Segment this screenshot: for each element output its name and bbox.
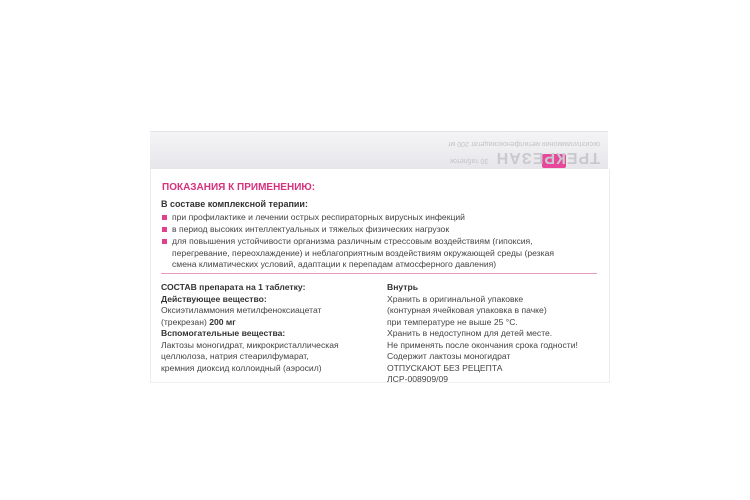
bullet-square-icon — [162, 215, 167, 220]
indication-item: при профилактике и лечении острых респираторных вирусных инфекций — [162, 212, 602, 224]
indication-item: в период высоких интеллектуальных и тяжелых физических нагрузок — [162, 224, 602, 236]
box-top-subtitle: оксиэтиламмония метилфеноксиацетат 200 мг — [447, 140, 600, 147]
excipients-line: целлюлоза, натрия стеарилфумарат, — [161, 351, 309, 361]
bullet-square-icon — [162, 239, 167, 244]
indication-item: для повышения устойчивости организма различным стрессовым воздействиям (гипоксия, перегревание, переохлаждение) и неблагоприятным воздействиям окружающей среды (резкая смена климатических условий, адаптации к перепадам атмосферного давления) — [162, 236, 602, 271]
usage-line: Хранить в оригинальной упаковке — [387, 293, 524, 304]
active-substance-dose-line: (трекрезан) 200 мг — [161, 316, 236, 327]
section-divider — [161, 273, 597, 274]
excipients-line: Лактозы моногидрат, микрокристаллическая — [161, 339, 339, 350]
box-back-face — [150, 169, 610, 383]
box-top-brand: ТРЕКРЕЗАН — [495, 149, 600, 166]
composition-title: СОСТАВ препарата на 1 таблетку: — [161, 282, 306, 292]
indications-list — [162, 212, 602, 271]
indications-heading: ПОКАЗАНИЯ К ПРИМЕНЕНИЮ: — [162, 182, 316, 193]
indications-subheading: В составе комплексной терапии: — [161, 199, 308, 209]
composition-section — [161, 282, 376, 374]
bullet-square-icon — [162, 227, 167, 232]
box-top-count: 30 таблеток — [450, 157, 489, 164]
usage-line: Не применять после окончания срока годности! — [387, 339, 578, 350]
usage-line: при температуре не выше 25 °С. — [387, 316, 518, 327]
usage-line: Содержит лактозы моногидрат — [387, 351, 511, 361]
usage-line: Хранить в недоступном для детей месте. — [387, 328, 553, 338]
active-substance-label: Действующее вещество: — [161, 293, 267, 304]
registration-number: ЛСР-008909/09 — [387, 374, 449, 384]
route-label: Внутрь — [387, 282, 419, 292]
excipients-line: кремния диоксид коллоидный (аэросил) — [161, 362, 322, 373]
usage-section — [387, 282, 605, 386]
usage-line: (контурная ячейковая упаковка в пачке) — [387, 305, 547, 315]
active-dose: 200 мг — [209, 316, 236, 327]
otc-notice: ОТПУСКАЮТ БЕЗ РЕЦЕПТА — [387, 362, 503, 373]
active-substance-name: Оксиэтиламмония метилфеноксиацетат — [161, 305, 322, 315]
excipients-label: Вспомогательные вещества: — [161, 328, 286, 338]
box-top-flap — [150, 131, 608, 170]
